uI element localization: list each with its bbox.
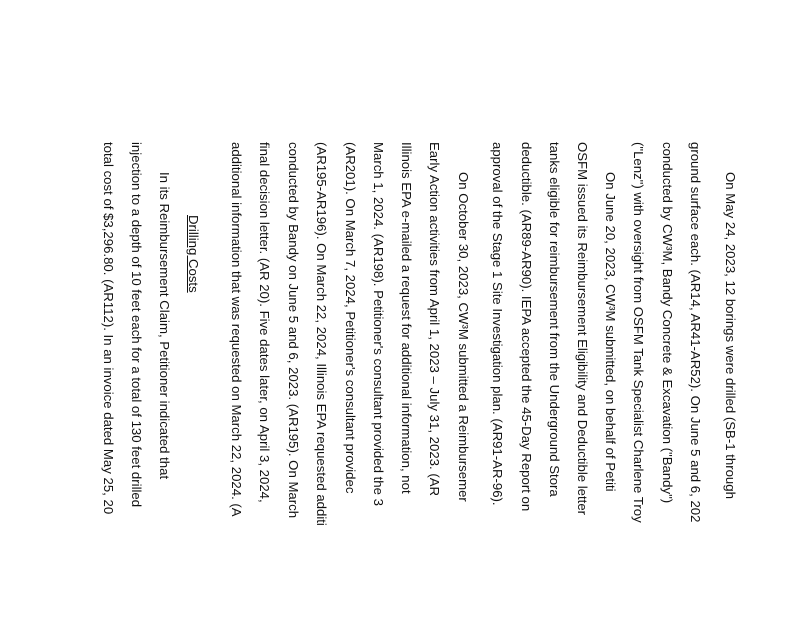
text-line: conducted by CW³M, Bandy Concrete & Excavation ("Bandy") <box>660 142 675 504</box>
text-line: Illinois EPA e-mailed a request for additional information, not <box>399 142 414 494</box>
text-line: injection to a depth of 10 feet each for a total of 130 feet drilled <box>129 142 144 508</box>
text-line: tanks eligible for reimbursement from the Underground Stora <box>547 142 562 497</box>
text-line: On June 20, 2023, CW³M submitted, on behalf of Petiti <box>603 172 618 492</box>
text-line: approval of the Stage 1 Site Investigation plan. (AR91-AR-96). <box>490 142 505 506</box>
text-line: Early Action activities from April 1, 2023 – July 31, 2023. (AR <box>427 142 442 497</box>
text-line: OSFM issued its Reimbursement Eligibility and Deductible letter <box>575 142 590 516</box>
text-line: final decision letter. (AR 20). Five dates later, on April 3, 2024, <box>257 142 272 503</box>
text-line: (AR201). On March 7, 2024, Petitioner's consultant providec <box>343 142 358 494</box>
text-line: On May 24, 2023, 12 borings were drilled (SB-1 through <box>723 172 738 499</box>
text-line: deductible. (AR89-AR90). IEPA accepted the 45-Day Report on <box>519 142 534 512</box>
text-line: ("Lenz") with oversight from OSFM Tank Specialist Charlene Troy <box>631 142 646 523</box>
section-heading: Drilling Costs <box>186 215 201 293</box>
text-line: total cost of $3,296.80. (AR112). In an invoice dated May 25, 20 <box>101 142 116 515</box>
text-line: additional information that was requested on March 22, 2024. (A <box>229 142 244 517</box>
text-line: March 1, 2024. (AR198). Petitioner's consultant provided the 3 <box>371 142 386 506</box>
text-line: In its Reimbursement Claim, Petitioner indicated that <box>157 172 172 480</box>
text-line: ground surface each. (AR14, AR41-AR52). On June 5 and 6, 202 <box>688 142 703 523</box>
text-line: conducted by Bandy on June 5 and 6, 2023. (AR195). On March <box>286 142 301 519</box>
text-line: (AR195-AR196). On March 22, 2024, Illinois EPA requested additi <box>314 142 329 526</box>
text-line: On October 30, 2023, CW³M submitted a Reimbursemer <box>456 172 471 502</box>
